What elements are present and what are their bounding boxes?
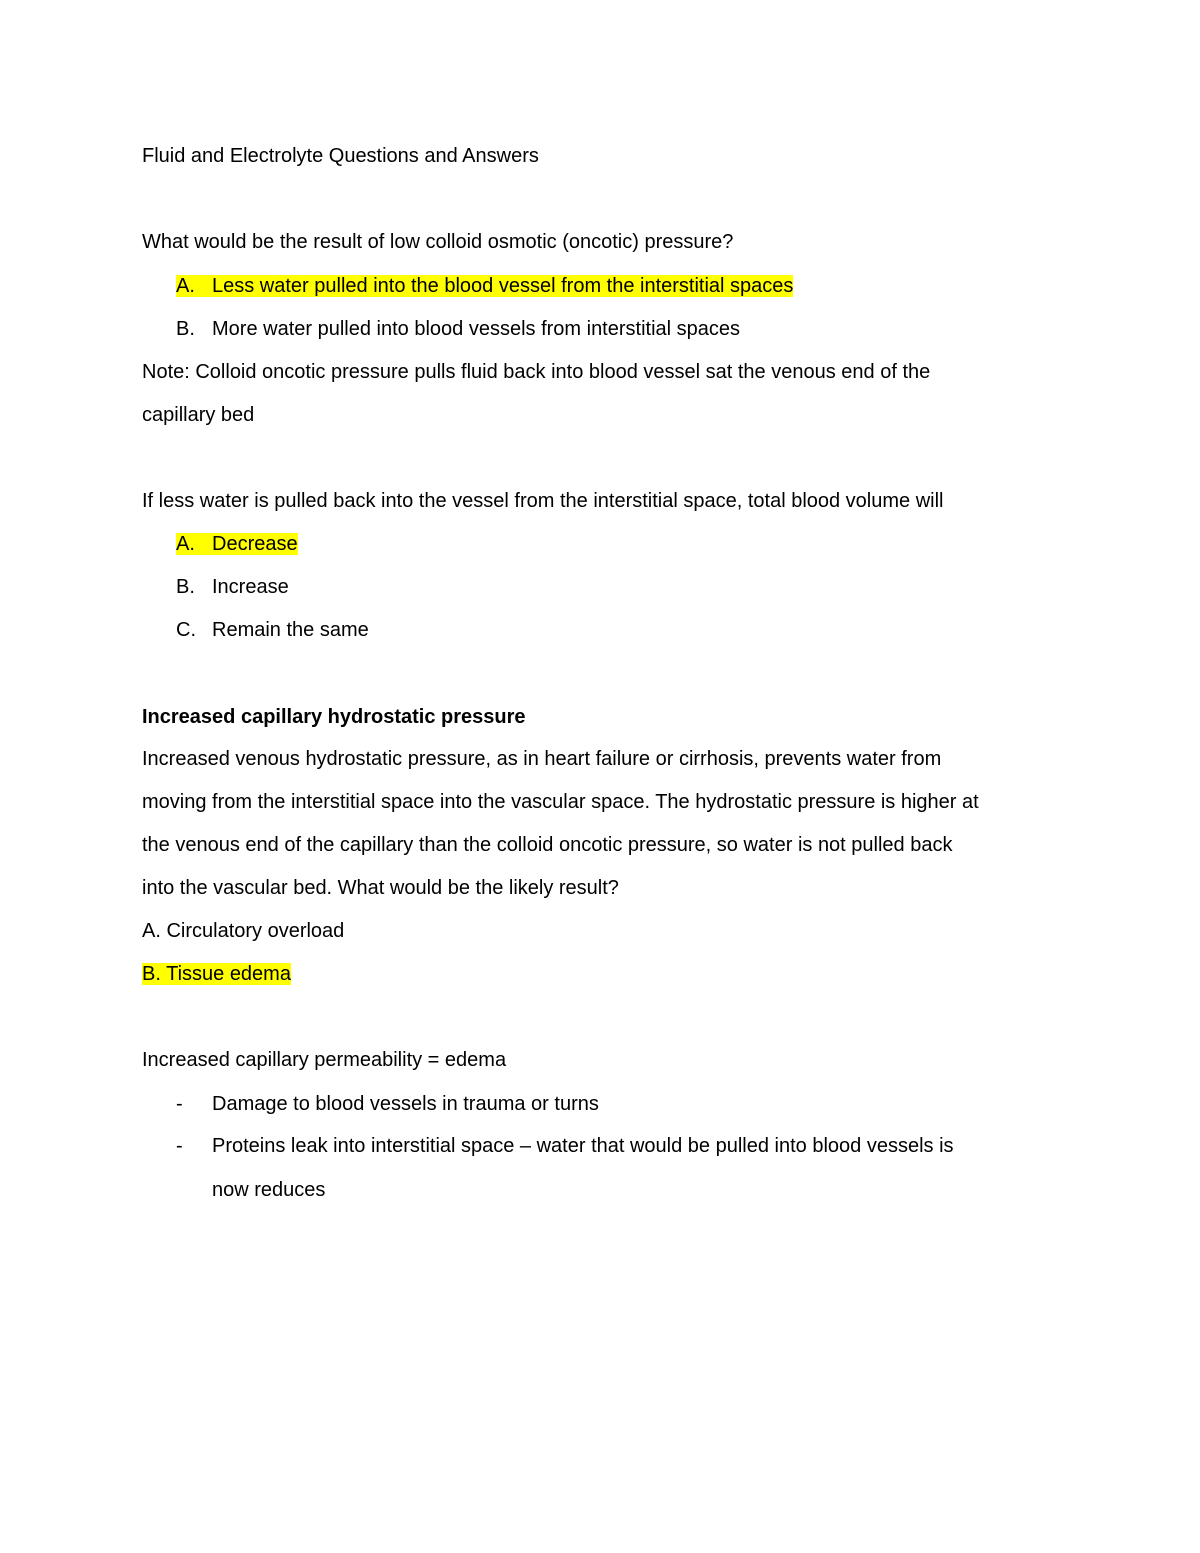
option-text: Increase bbox=[212, 576, 289, 598]
paragraph-line: Increased venous hydrostatic pressure, as in heart failure or cirrhosis, prevents water from bbox=[142, 748, 942, 770]
q2-option-c bbox=[176, 617, 369, 643]
q2-option-a bbox=[176, 531, 298, 557]
bullet-text: Damage to blood vessels in trauma or turns bbox=[212, 1093, 599, 1115]
bullet-continuation: now reduces bbox=[212, 1179, 326, 1201]
list-marker: B. bbox=[176, 318, 195, 340]
option-text: More water pulled into blood vessels from interstitial spaces bbox=[212, 318, 741, 340]
section-heading-permeability: Increased capillary permeability = edema bbox=[142, 1049, 507, 1071]
paragraph-line: into the vascular bed. What would be the likely result? bbox=[142, 877, 619, 899]
question-1: What would be the result of low colloid osmotic (oncotic) pressure? bbox=[142, 231, 734, 253]
q2-option-b bbox=[176, 574, 289, 600]
paragraph-line: moving from the interstitial space into the vascular space. The hydrostatic pressure is higher at bbox=[142, 791, 979, 813]
dash-marker: - bbox=[176, 1135, 183, 1157]
list-marker: A. bbox=[176, 275, 195, 297]
option-text: Decrease bbox=[212, 533, 298, 555]
paragraph-line: the venous end of the capillary than the colloid oncotic pressure, so water is not pulled back bbox=[142, 834, 953, 856]
bullet-item bbox=[176, 1091, 599, 1117]
bullet-text: Proteins leak into interstitial space – water that would be pulled into blood vessels is bbox=[212, 1135, 954, 1157]
option-text: Less water pulled into the blood vessel from the interstitial spaces bbox=[212, 275, 794, 297]
q3-option-b bbox=[142, 961, 291, 987]
q1-option-a bbox=[176, 273, 793, 299]
question-2: If less water is pulled back into the vessel from the interstitial space, total blood volume will bbox=[142, 490, 944, 512]
section-heading-hydrostatic: Increased capillary hydrostatic pressure bbox=[142, 706, 526, 728]
dash-marker: - bbox=[176, 1093, 183, 1115]
bullet-item bbox=[176, 1133, 954, 1159]
note-line-1: Note: Colloid oncotic pressure pulls fluid back into blood vessel sat the venous end of the bbox=[142, 361, 931, 383]
q1-option-b bbox=[176, 316, 740, 342]
document-title: Fluid and Electrolyte Questions and Answers bbox=[142, 145, 539, 167]
list-marker: C. bbox=[176, 619, 196, 641]
list-marker: B. bbox=[176, 576, 195, 598]
list-marker: A. bbox=[176, 533, 195, 555]
q3-option-a: A. Circulatory overload bbox=[142, 920, 345, 942]
highlighted-answer: B. Tissue edema bbox=[142, 963, 291, 985]
note-line-2: capillary bed bbox=[142, 404, 255, 426]
option-text: Remain the same bbox=[212, 619, 369, 641]
